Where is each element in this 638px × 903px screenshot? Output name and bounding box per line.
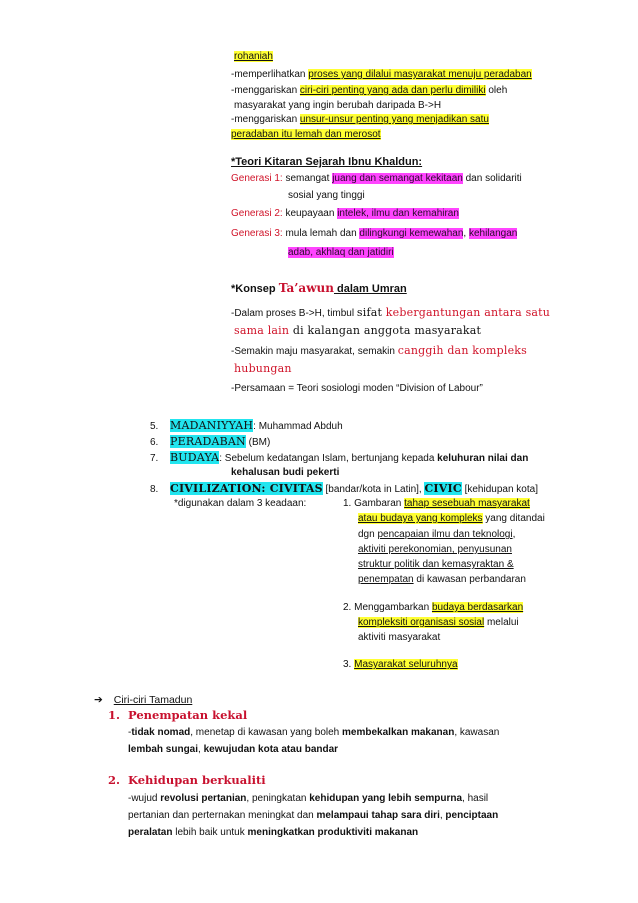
label: Generasi 2: <box>231 208 283 219</box>
ciri-1-l2 <box>128 743 338 756</box>
text: kehidupan yang lebih sempurna <box>309 793 463 804</box>
text: dan solidariti <box>462 173 522 184</box>
highlight: peradaban itu lemah dan merosot <box>231 129 381 140</box>
line-masyarakat <box>234 99 441 112</box>
generasi-1-cont: sosial yang tinggi <box>288 190 365 201</box>
generasi-1 <box>231 172 522 185</box>
text: -memperlihatkan <box>231 69 309 80</box>
text: pertanian dan perternakan meningkat dan <box>128 810 317 821</box>
highlight: proses yang dilalui masyarakat menuju peradaban <box>308 69 532 80</box>
keadaan-1-l3 <box>358 528 515 541</box>
list-item-6 <box>150 435 270 449</box>
highlight: BUDAYA <box>170 451 220 464</box>
text: kebergantungan antara satu <box>385 306 551 319</box>
text: meningkatkan produktiviti makanan <box>247 827 419 838</box>
taawun-word: Ta’awun <box>278 281 334 295</box>
text: lembah sungai <box>128 744 199 755</box>
keadaan-1-l5: struktur politik dan kemasyraktan & <box>358 559 514 570</box>
text: lebih baik untuk <box>172 827 248 838</box>
highlight: ciri-ciri penting yang ada dan perlu dimiliki <box>299 85 486 96</box>
text: oleh <box>485 85 508 96</box>
text: *Konsep <box>231 283 279 295</box>
taawun-p3 <box>231 344 527 358</box>
text: sama lain <box>234 324 290 337</box>
highlight: MADANIYYAH <box>170 419 254 432</box>
text: 2. Menggambarkan <box>343 602 432 613</box>
text: 3. <box>343 659 355 670</box>
keadaan-1-l4: aktiviti perekonomian, penyusunan <box>358 544 512 555</box>
text: mula lemah dan <box>282 228 360 239</box>
highlight: kompleksiti organisasi sosial <box>358 617 485 628</box>
text: , <box>439 810 446 821</box>
highlight: budaya berdasarkan <box>431 602 524 613</box>
text: dalam Umran <box>333 283 407 295</box>
text: : Muhammad Abduh <box>253 421 343 432</box>
text: [kehidupan kota] <box>461 484 538 495</box>
line-unsur <box>231 113 489 126</box>
list-number: 2. <box>108 773 121 787</box>
ciri-2-heading <box>108 774 266 788</box>
highlight: kehilangan <box>468 228 518 239</box>
taawun-p2 <box>234 324 481 338</box>
generasi-3-cont <box>288 246 394 259</box>
ciri-2-l2 <box>128 809 498 822</box>
text: melalui <box>484 617 519 628</box>
text: di kalangan anggota masyarakat <box>289 324 482 337</box>
text: : Sebelum kedatangan Islam, bertunjang kepada <box>219 453 438 464</box>
text: (BM) <box>245 437 271 448</box>
text: tidak nomad <box>131 727 191 738</box>
ciri-2-l3 <box>128 826 418 839</box>
highlight: atau budaya yang kompleks <box>358 513 483 524</box>
text: di kawasan perbandaran <box>413 574 526 585</box>
text: , peningkatan <box>246 793 310 804</box>
ciri-1-heading <box>108 709 247 723</box>
text: , hasil <box>462 793 489 804</box>
highlight: adab, akhlaq dan jatidiri <box>288 247 394 258</box>
underlined: pencapaian ilmu dan teknologi <box>377 529 513 540</box>
line-peradaban <box>231 128 381 141</box>
list-item-7-cont: kehalusan budi pekerti <box>231 467 340 478</box>
text: membekalkan makanan <box>342 727 455 738</box>
list-number: 8. <box>150 484 159 495</box>
text: , kawasan <box>454 727 500 738</box>
text: canggih dan kompleks <box>397 344 527 357</box>
text: [bandar/kota in Latin], <box>322 484 425 495</box>
highlight: CIVIC <box>424 482 462 495</box>
highlight: rohaniah <box>234 51 273 62</box>
highlight: CIVILIZATION: CIVITAS <box>170 482 323 495</box>
text: , <box>198 744 204 755</box>
highlight: dilingkungi kemewahan <box>359 228 464 239</box>
text: -wujud <box>128 793 161 804</box>
ciri-heading <box>94 694 192 707</box>
taawun-p4 <box>234 362 292 376</box>
list-item-7 <box>150 451 528 465</box>
ciri-2-title: Kehidupan berkualiti <box>128 773 266 787</box>
list-number: 6. <box>150 437 159 448</box>
keadaan-1-l6 <box>358 573 526 586</box>
text: melampaui tahap sara diri <box>316 810 440 821</box>
text: semangat <box>282 173 333 184</box>
highlight: tahap sesebuah masyarakat <box>404 498 530 509</box>
text: sifat <box>356 306 386 319</box>
keadaan-2-l3: aktiviti masyarakat <box>358 632 441 643</box>
taawun-title <box>231 282 407 296</box>
ciri-1-title: Penempatan kekal <box>128 708 248 722</box>
kitaran-title: *Teori Kitaran Sejarah Ibnu Khaldun: <box>231 156 423 168</box>
highlight: juang dan semangat kekitaan <box>332 173 463 184</box>
label: Generasi 1: <box>231 173 283 184</box>
ciri-1-l1 <box>128 726 499 739</box>
list-item-8 <box>150 482 538 496</box>
keadaan-1 <box>343 497 530 510</box>
generasi-2 <box>231 207 459 220</box>
taawun-p1 <box>231 306 550 320</box>
generasi-3 <box>231 227 517 240</box>
text: , <box>463 228 469 239</box>
text: hubungan <box>234 362 292 375</box>
underlined: penempatan <box>358 574 414 585</box>
keadaan-2-l2 <box>358 616 519 629</box>
highlight: PERADABAN <box>170 435 246 448</box>
list-item-5 <box>150 419 343 433</box>
line-proses <box>231 68 532 81</box>
line-ciri <box>231 84 507 97</box>
text: - <box>128 727 132 738</box>
text: dgn <box>358 529 378 540</box>
text: kewujudan kota atau bandar <box>203 744 339 755</box>
text: -menggariskan <box>231 85 300 96</box>
text: 1. Gambaran <box>343 498 405 509</box>
list-number: 5. <box>150 421 159 432</box>
text: keupayaan <box>282 208 338 219</box>
highlight: Masyarakat seluruhnya <box>354 659 458 670</box>
label: Generasi 3: <box>231 228 283 239</box>
text: masyarakat yang ingin berubah daripada B->H <box>234 100 442 111</box>
keadaan-1-l2 <box>358 512 545 525</box>
keadaan-3 <box>343 658 458 671</box>
text: -Dalam proses B->H, timbul <box>231 308 357 319</box>
ciri-2-l1 <box>128 792 488 805</box>
line-rohaniah <box>234 50 273 63</box>
text: yang ditandai <box>482 513 545 524</box>
keadaan-intro: *digunakan dalam 3 keadaan: <box>174 498 307 509</box>
text: revolusi pertanian <box>160 793 247 804</box>
text: -Semakin maju masyarakat, semakin <box>231 346 398 357</box>
highlight: intelek, ilmu dan kemahiran <box>337 208 459 219</box>
taawun-p5: -Persamaan = Teori sosiologi moden “Division of Labour” <box>231 383 483 394</box>
keadaan-2 <box>343 601 523 614</box>
list-number: 7. <box>150 453 159 464</box>
highlight: unsur-unsur penting yang menjadikan satu <box>299 114 489 125</box>
text: peralatan <box>128 827 173 838</box>
ciri-title: Ciri-ciri Tamadun <box>113 694 193 706</box>
text: keluhuran nilai dan <box>437 453 529 464</box>
text: -menggariskan <box>231 114 300 125</box>
text: penciptaan <box>445 810 499 821</box>
arrow-right-icon: ➔ <box>94 694 103 706</box>
text: , menetap di kawasan yang boleh <box>190 727 343 738</box>
text: , <box>512 529 516 540</box>
list-number: 1. <box>108 708 121 722</box>
